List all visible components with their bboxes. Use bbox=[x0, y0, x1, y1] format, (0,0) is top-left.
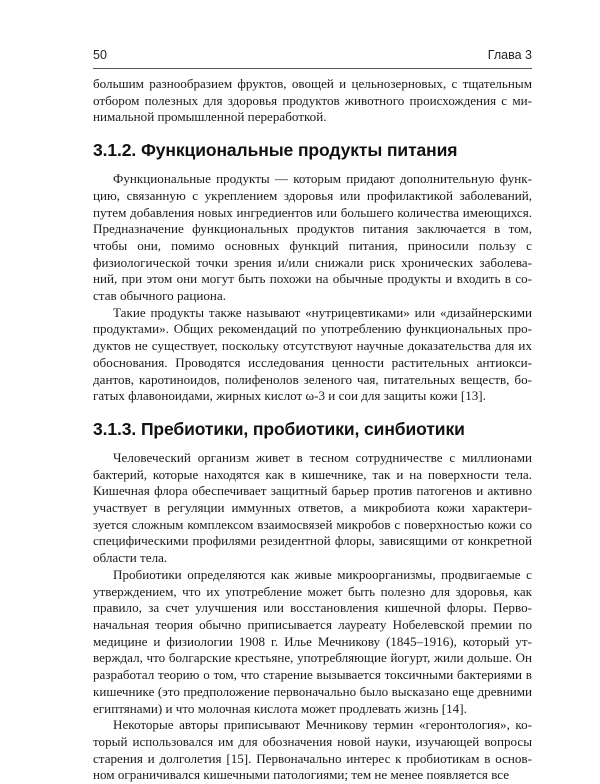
page-number: 50 bbox=[93, 48, 107, 62]
page-body bbox=[93, 76, 532, 784]
header-rule bbox=[93, 68, 532, 69]
paragraph: Некоторые авторы приписывают Мечникову термин «геронтология», который использовался им для обозначения новой науки, изучающей вопросы старения и долголетия [15]. Первоначально интерес к пробиотикам в основном ограничивался кишечными патологиями; тем не менее появляется все bbox=[93, 717, 532, 783]
paragraph: Такие продукты также называют «нутрицевтиками» или «дизайнерскими продуктами». Общих рекомендаций по употреблению функциональных продуктов не существует, поскольку отсутствуют научные доказательства для их обоснования. Проводятся исследования ценности растительных антиоксидантов, каротиноидов, полифенолов зеленого чая, питательных веществ, богатых флавоноидами, жирных кислот ω-3 и сои для защиты кожи [13]. bbox=[93, 304, 532, 404]
paragraph: Функциональные продукты — которым придают дополнительную функцию, связанную с укреплением здоровья или профилактикой заболеваний, путем добавления новых ингредиентов или большего количества имеющихся. Предназначение функциональных продуктов питания заключается в том, чтобы они, помимо основных функций питания, приносили пользу с физиологической точки зрения и/или снижали риск хронических заболеваний, при этом они могут быть похожи на обычные продукты и входить в состав обычного рациона. bbox=[93, 171, 532, 304]
paragraph: Человеческий организм живет в тесном сотрудничестве с миллионами бактерий, которые находятся как в кишечнике, так и на поверхности тела. Кишечная флора обеспечивает защитный барьер против патогенов и активно участвует в регуляции иммунных ответов, а микробиота кожи характеризуется сложным комплексом взаимосвязей микробов с поверхностью кожи со специфическими профилями резидентной флоры, зависящими от конкретной области тела. bbox=[93, 449, 532, 566]
running-header bbox=[93, 46, 532, 68]
section-heading-functional-foods: 3.1.2. Функциональные продукты питания bbox=[93, 140, 458, 161]
paragraph: Пробиотики определяются как живые микроорганизмы, продвигаемые с утверждением, что их употребление может быть полезно для здоровья, как правило, за счет улучшения или восстановления кишечной флоры. Первоначальная теория обычно приписывается лауреату Нобелевской премии по медицине и физиологии 1908 г. Илье Мечникову (1845–1916), который утверждал, что болгарские крестьяне, употребляющие йогурт, жили дольше. Он разработал теорию о том, что старение вызывается токсичными бактериями в кишечнике (это предположение первоначально было высказано еще древними египтянами) и что молочная кислота может продлевать жизнь [14]. bbox=[93, 566, 532, 716]
section-heading-prebiotics: 3.1.3. Пребиотики, пробиотики, синбиотики bbox=[93, 418, 465, 439]
intro-paragraph: большим разнообразием фруктов, овощей и цельнозерновых, с тщательным отбором полезных для здоровья продуктов животного происхождения с минимальной промышленной переработкой. bbox=[93, 76, 532, 125]
chapter-title: Глава 3 bbox=[487, 48, 532, 62]
